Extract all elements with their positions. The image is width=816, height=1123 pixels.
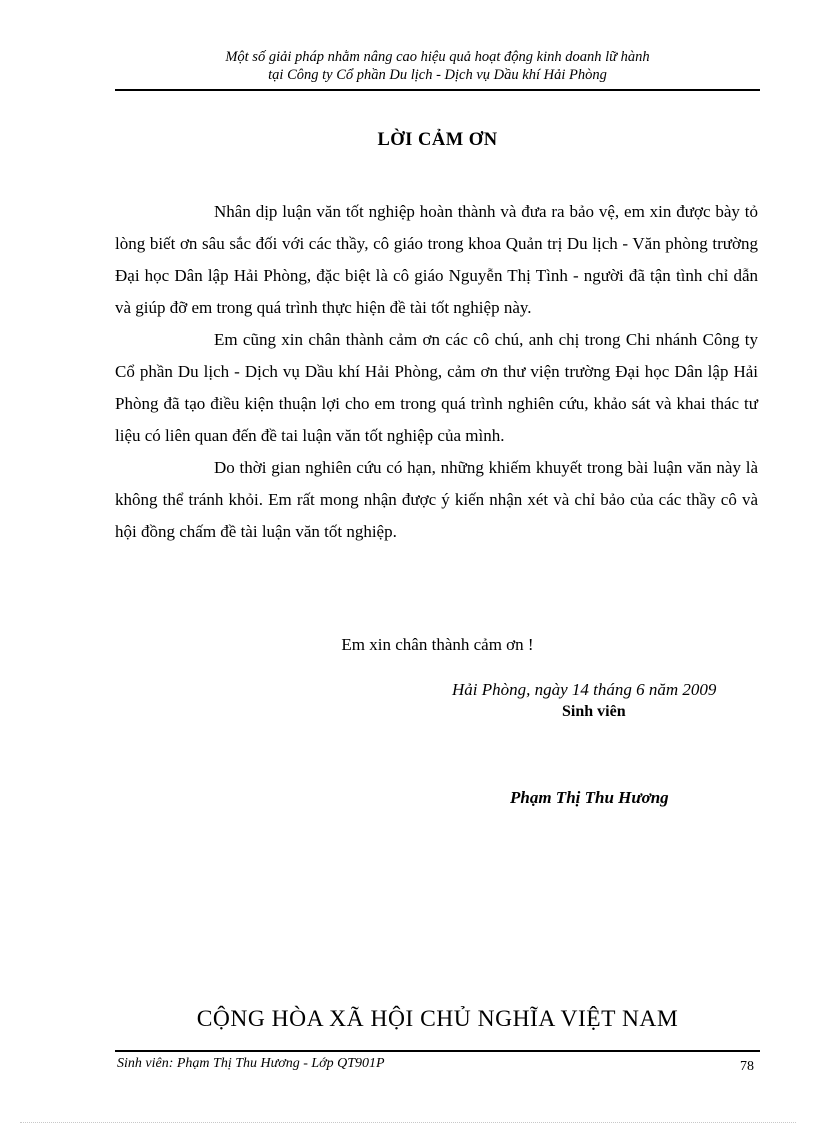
running-header-line-2: tại Công ty Cổ phần Du lịch - Dịch vụ Dầu khí Hải Phòng xyxy=(268,67,607,83)
paragraph-3: Do thời gian nghiên cứu có hạn, những khiếm khuyết trong bài luận văn này là không thể tránh khỏi. Em rất mong nhận được ý kiến nhận xét và chỉ bảo của các thầy cô và hội đồng chấm đề tài luận văn tốt nghiệp. xyxy=(115,458,758,541)
running-header xyxy=(115,48,760,84)
national-banner: CỘNG HÒA XÃ HỘI CHỦ NGHĨA VIỆT NAM xyxy=(196,1006,679,1032)
footer-student-info: Sinh viên: Phạm Thị Thu Hương - Lớp QT901P xyxy=(117,1056,385,1071)
paragraph-2: Em cũng xin chân thành cảm ơn các cô chú, anh chị trong Chi nhánh Công ty Cổ phần Du lịch - Dịch vụ Dầu khí Hải Phòng, cảm ơn thư viện trường Đại học Dân lập Hải Phòng đã tạo điều kiện thuận lợi cho em trong quá trình nghiên cứu, khảo sát và khai thác tư liệu có liên quan đến đề tai luận văn tốt nghiệp của mình. xyxy=(115,330,758,445)
running-header-line-1: Một số giải pháp nhằm nâng cao hiệu quả hoạt động kinh doanh lữ hành xyxy=(225,49,650,65)
signer-name: Phạm Thị Thu Hương xyxy=(510,788,669,807)
header-divider xyxy=(115,89,760,91)
place-date-line: Hải Phòng, ngày 14 tháng 6 năm 2009 xyxy=(452,680,717,699)
signer-role: Sinh viên xyxy=(562,703,626,720)
paragraph-1: Nhân dịp luận văn tốt nghiệp hoàn thành và đưa ra bảo vệ, em xin được bày tỏ lòng biết ơn sâu sắc đối với các thầy, cô giáo trong khoa Quản trị Du lịch - Văn phòng trường Đại học Dân lập Hải Phòng, đặc biệt là cô giáo Nguyễn Thị Tình - người đã tận tình chỉ dẫn và giúp đỡ em trong quá trình thực hiện đề tài tốt nghiệp này. xyxy=(115,202,758,317)
footer-divider xyxy=(115,1050,760,1052)
acknowledgement-body xyxy=(115,196,758,548)
page-number: 78 xyxy=(740,1059,754,1074)
page-title: LỜI CẢM ƠN xyxy=(377,130,498,150)
closing-thanks: Em xin chân thành cảm ơn ! xyxy=(341,635,534,654)
